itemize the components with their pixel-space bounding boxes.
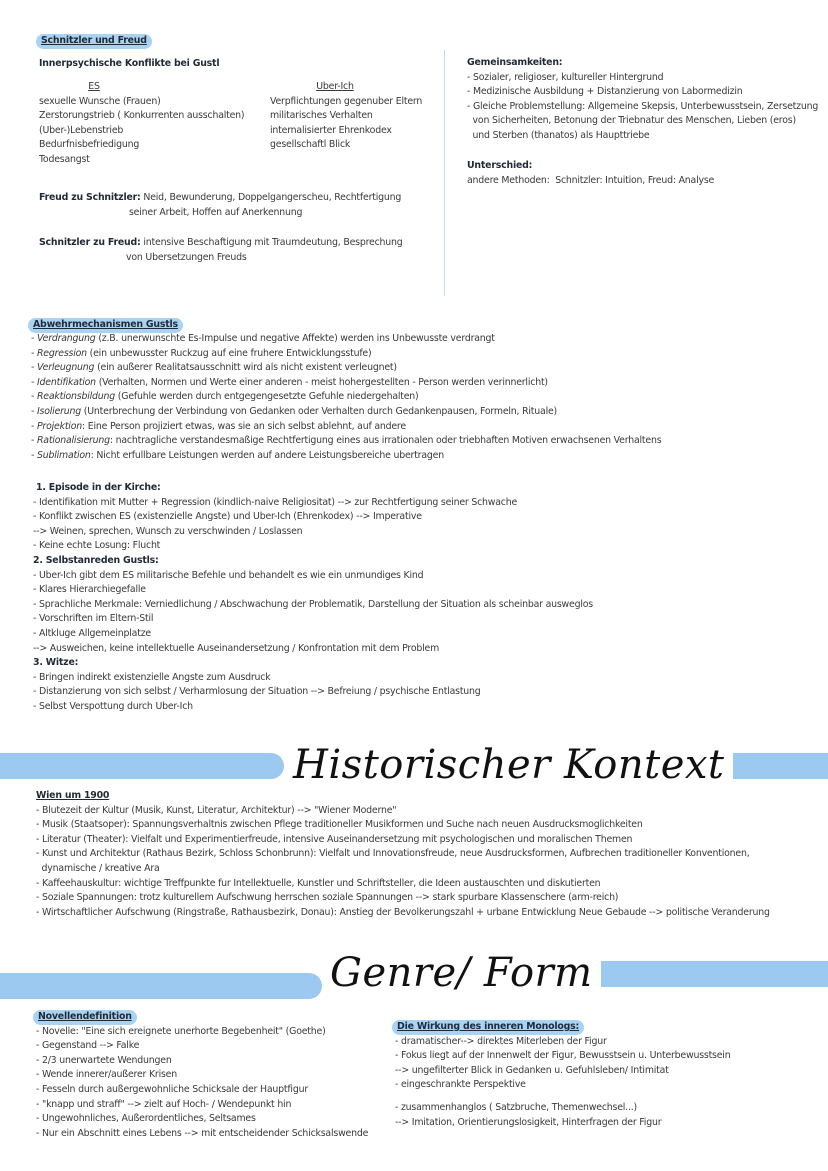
novelle-line: - Novelle: "Eine sich ereignete unerhorte Begebenheit" (Goethe) (36, 1025, 326, 1037)
gemeinsamkeiten-line: und Sterben (thanatos) als Haupttriebe (467, 129, 650, 141)
novelle-line: - Ungewohnliches, Außerordentliches, Seltsames (36, 1113, 256, 1125)
episode-line: - Altkluge Allgemeinplatze (33, 627, 151, 639)
ueber-ich-item: militarisches Verhalten (270, 110, 373, 122)
schnitzler-zu-freud-label: Schnitzler zu Freud: (39, 237, 141, 248)
monolog-block (395, 1020, 815, 1130)
title-band-left (0, 753, 284, 779)
unterschied-line: andere Methoden: Schnitzler: Intuition, Freud: Analyse (467, 174, 715, 186)
historisch-line: - Blutezeit der Kultur (Musik, Kunst, Literatur, Architektur) --> "Wiener Moderne" (36, 804, 397, 816)
abwehr-item: - Reaktionsbildung (Gefuhle werden durch entgegengesetzte Gefuhle niedergehalten) (31, 391, 419, 403)
episode-witze-heading: 3. Witze: (33, 657, 79, 669)
episode-line: - Klares Hierarchiegefalle (33, 584, 146, 596)
es-column (39, 80, 259, 168)
schnitzler-zu-freud-text: intensive Beschaftigung mit Traumdeutung, Besprechung (143, 237, 403, 248)
monolog-line: --> ungefilterter Blick in Gedanken u. Gefuhlsleben/ Intimitat (395, 1064, 669, 1076)
ueber-ich-item: gesellschaftl Blick (270, 139, 351, 151)
unterschied-heading: Unterschied: (467, 160, 533, 171)
episode-line: - Identifikation mit Mutter + Regression (kindlich-naive Religiositat) --> zur Rechtfertigung seiner Schwache (33, 496, 518, 508)
episode-line: - Keine echte Losung: Flucht (33, 540, 161, 552)
historisch-line: dynamische / kreative Ara (36, 862, 160, 874)
abwehr-item: - Regression (ein unbewusster Ruckzug auf eine fruhere Entwicklungsstufe) (31, 347, 372, 359)
monolog-line: - eingeschrankte Perspektive (395, 1079, 526, 1091)
schnitzler-zu-freud-cont: von Ubersetzungen Freuds (126, 252, 247, 263)
episode-line: - Distanzierung von sich selbst / Verharmlosung der Situation --> Befreiung / psychische Entlastung (33, 686, 481, 698)
novelle-line: - 2/3 unerwartete Wendungen (36, 1054, 172, 1066)
historisch-line: - Kunst und Architektur (Rathaus Bezirk, Schloss Schonbrunn): Vielfalt und Innovationsfreude, neue Ausdrucksformen, Aufbrechen traditioneller Konventionen, (36, 848, 750, 860)
abwehr-item: - Sublimation: Nicht erfullbare Leistungen werden auf andere Leistungsbereiche ubertragen (31, 449, 444, 461)
monolog-line: - dramatischer--> direktes Miterleben der Figur (395, 1035, 607, 1047)
es-item: sexuelle Wunsche (Frauen) (39, 95, 161, 107)
abwehr-item: - Rationalisierung: nachtragliche verstandesmaßige Rechtfertigung eines aus irrationalen oder triebhaften Motiven erwachsenen Verhaltens (31, 435, 662, 447)
genre-band-left (0, 973, 322, 999)
novelle-line: - Wende innerer/außerer Krisen (36, 1069, 177, 1081)
es-item: Bedurfnisbefriedigung (39, 139, 140, 151)
ueber-ich-item: Verpflichtungen gegenuber Eltern (270, 95, 423, 107)
episode-line: - Sprachliche Merkmale: Verniedlichung / Abschwachung der Problematik, Darstellung der Situation als scheinbar ausweglos (33, 598, 593, 610)
monolog-line: --> Imitation, Orientierungslosigkeit, Hinterfragen der Figur (395, 1116, 662, 1128)
episode-kirche-heading: 1. Episode in der Kirche: (36, 482, 161, 493)
historisch-block (36, 789, 826, 920)
monolog-line: - zusammenhanglos ( Satzbruche, Themenwechsel...) (395, 1101, 637, 1113)
section-heading-abwehr: Abwehrmechanismen Gustls (31, 318, 183, 333)
unterschied-block (467, 159, 817, 188)
genre-form-title: Genre/ Form (322, 950, 601, 996)
episode-line: --> Ausweichen, keine intellektuelle Auseinandersetzung / Konfrontation mit dem Problem (33, 642, 440, 654)
freud-zu-schnitzler (39, 191, 401, 206)
novelle-line: - Gegenstand --> Falke (36, 1040, 140, 1052)
es-item: (Uber-)Lebenstrieb (39, 124, 124, 136)
es-item: Zerstorungstrieb ( Konkurrenten ausschalten) (39, 110, 245, 122)
historisch-line: - Wirtschaftlicher Aufschwung (Ringstraße, Rathausbezirk, Donau): Anstieg der Bevolkerungszahl + urbane Entwicklung Neue Gebaude --> politische Veranderung (36, 906, 770, 918)
historisch-line: - Soziale Spannungen: trotz kulturellem Aufschwung herrschen soziale Spannungen --> stark spurbare Klassenschere (arm-reich) (36, 892, 619, 904)
episode-line: - Konflikt zwischen ES (existenzielle Angste) und Uber-Ich (Ehrenkodex) --> Imperative (33, 511, 422, 523)
gemeinsamkeiten-line: von Sicherheiten, Betonung der Triebnatur des Menschen, Lieben (eros) (467, 115, 796, 127)
es-item: Todesangst (39, 153, 90, 165)
section-heading-schnitzler-freud: Schnitzler und Freud (39, 34, 152, 49)
abwehr-item: - Verleugnung (ein außerer Realitatsausschnitt wird als nicht existent verleugnet) (31, 362, 397, 374)
episode-line: - Uber-Ich gibt dem ES militarische Befehle und behandelt es wie ein unmundiges Kind (33, 569, 424, 581)
novelle-block (36, 1010, 396, 1141)
historisch-line: - Kaffeehauskultur: wichtige Treffpunkte fur Intellektuelle, Kunstler und Schriftsteller, die Ideen austauschten und diskutierten (36, 877, 601, 889)
episode-line: --> Weinen, sprechen, Wunsch zu verschwinden / Loslassen (33, 525, 303, 537)
es-header: ES (88, 81, 100, 92)
episode-line: - Selbst Verspottung durch Uber-Ich (33, 700, 193, 712)
historisch-line: - Literatur (Theater): Vielfalt und Experimentierfreude, intensive Auseinandersetzung mit psychologischen und moralischen Themen (36, 833, 633, 845)
ueber-ich-column (270, 80, 440, 153)
freud-zu-schnitzler-label: Freud zu Schnitzler: (39, 192, 141, 203)
episode-line: - Vorschriften im Eltern-Stil (33, 613, 154, 625)
column-divider (444, 50, 445, 296)
gemeinsamkeiten-line: - Sozialer, religioser, kultureller Hintergrund (467, 71, 664, 83)
abwehr-item: - Identifikation (Verhalten, Normen und Werte einer anderen - meist hohergestellten - Person werden verinnerlicht) (31, 376, 548, 388)
ueber-ich-item: internalisierter Ehrenkodex (270, 124, 392, 136)
historisch-line: - Musik (Staatsoper): Spannungsverhaltnis zwischen Pflege traditioneller Musikformen und Suche nach neuen Ausdrucksmoglichkeiten (36, 819, 643, 831)
abwehr-item: - Isolierung (Unterbrechung der Verbindung von Gedanken oder Verhalten durch Gedankenpausen, Formeln, Rituale) (31, 405, 558, 417)
historischer-kontext-title: Historischer Kontext (285, 742, 733, 788)
wien-heading: Wien um 1900 (36, 790, 110, 801)
gemeinsamkeiten-block (467, 56, 817, 144)
novelle-line: - "knapp und straff" --> zielt auf Hoch- / Wendepunkt hin (36, 1098, 292, 1110)
freud-zu-schnitzler-cont: seiner Arbeit, Hoffen auf Anerkennung (129, 207, 303, 218)
abwehr-list (31, 332, 821, 463)
monolog-line: - Fokus liegt auf der Innenwelt der Figur, Bewusstsein u. Unterbewusstsein (395, 1050, 731, 1062)
episode-selbst-heading: 2. Selbstanreden Gustls: (33, 554, 159, 566)
novelle-line: - Nur ein Abschnitt eines Lebens --> mit entscheidender Schicksalswende (36, 1127, 369, 1139)
episoden-block (33, 481, 823, 715)
gemeinsamkeiten-line: - Gleiche Problemstellung: Allgemeine Skepsis, Unterbewusstsein, Zersetzung (467, 100, 819, 112)
conflicts-heading: Innerpsychische Konflikte bei Gustl (39, 58, 220, 69)
episode-line: - Bringen indirekt existenzielle Angste zum Ausdruck (33, 671, 271, 683)
novelle-line: - Fesseln durch außergewohnliche Schicksale der Hauptfigur (36, 1083, 308, 1095)
novelle-heading: Novellendefinition (36, 1010, 396, 1025)
gemeinsamkeiten-line: - Medizinische Ausbildung + Distanzierung von Labormedizin (467, 86, 743, 98)
abwehr-item: - Verdrangung (z.B. unerwunschte Es-Impulse und negative Affekte) werden ins Unbewusste verdrangt (31, 333, 495, 344)
gemeinsamkeiten-heading: Gemeinsamkeiten: (467, 57, 563, 68)
schnitzler-zu-freud (39, 236, 403, 251)
monolog-heading: Die Wirkung des inneren Monologs: (395, 1020, 815, 1035)
abwehr-item: - Projektion: Eine Person projiziert etwas, was sie an sich selbst ablehnt, auf andere (31, 420, 406, 432)
freud-zu-schnitzler-text: Neid, Bewunderung, Doppelgangerscheu, Rechtfertigung (143, 192, 402, 203)
ueber-ich-header: Uber-Ich (316, 81, 354, 92)
